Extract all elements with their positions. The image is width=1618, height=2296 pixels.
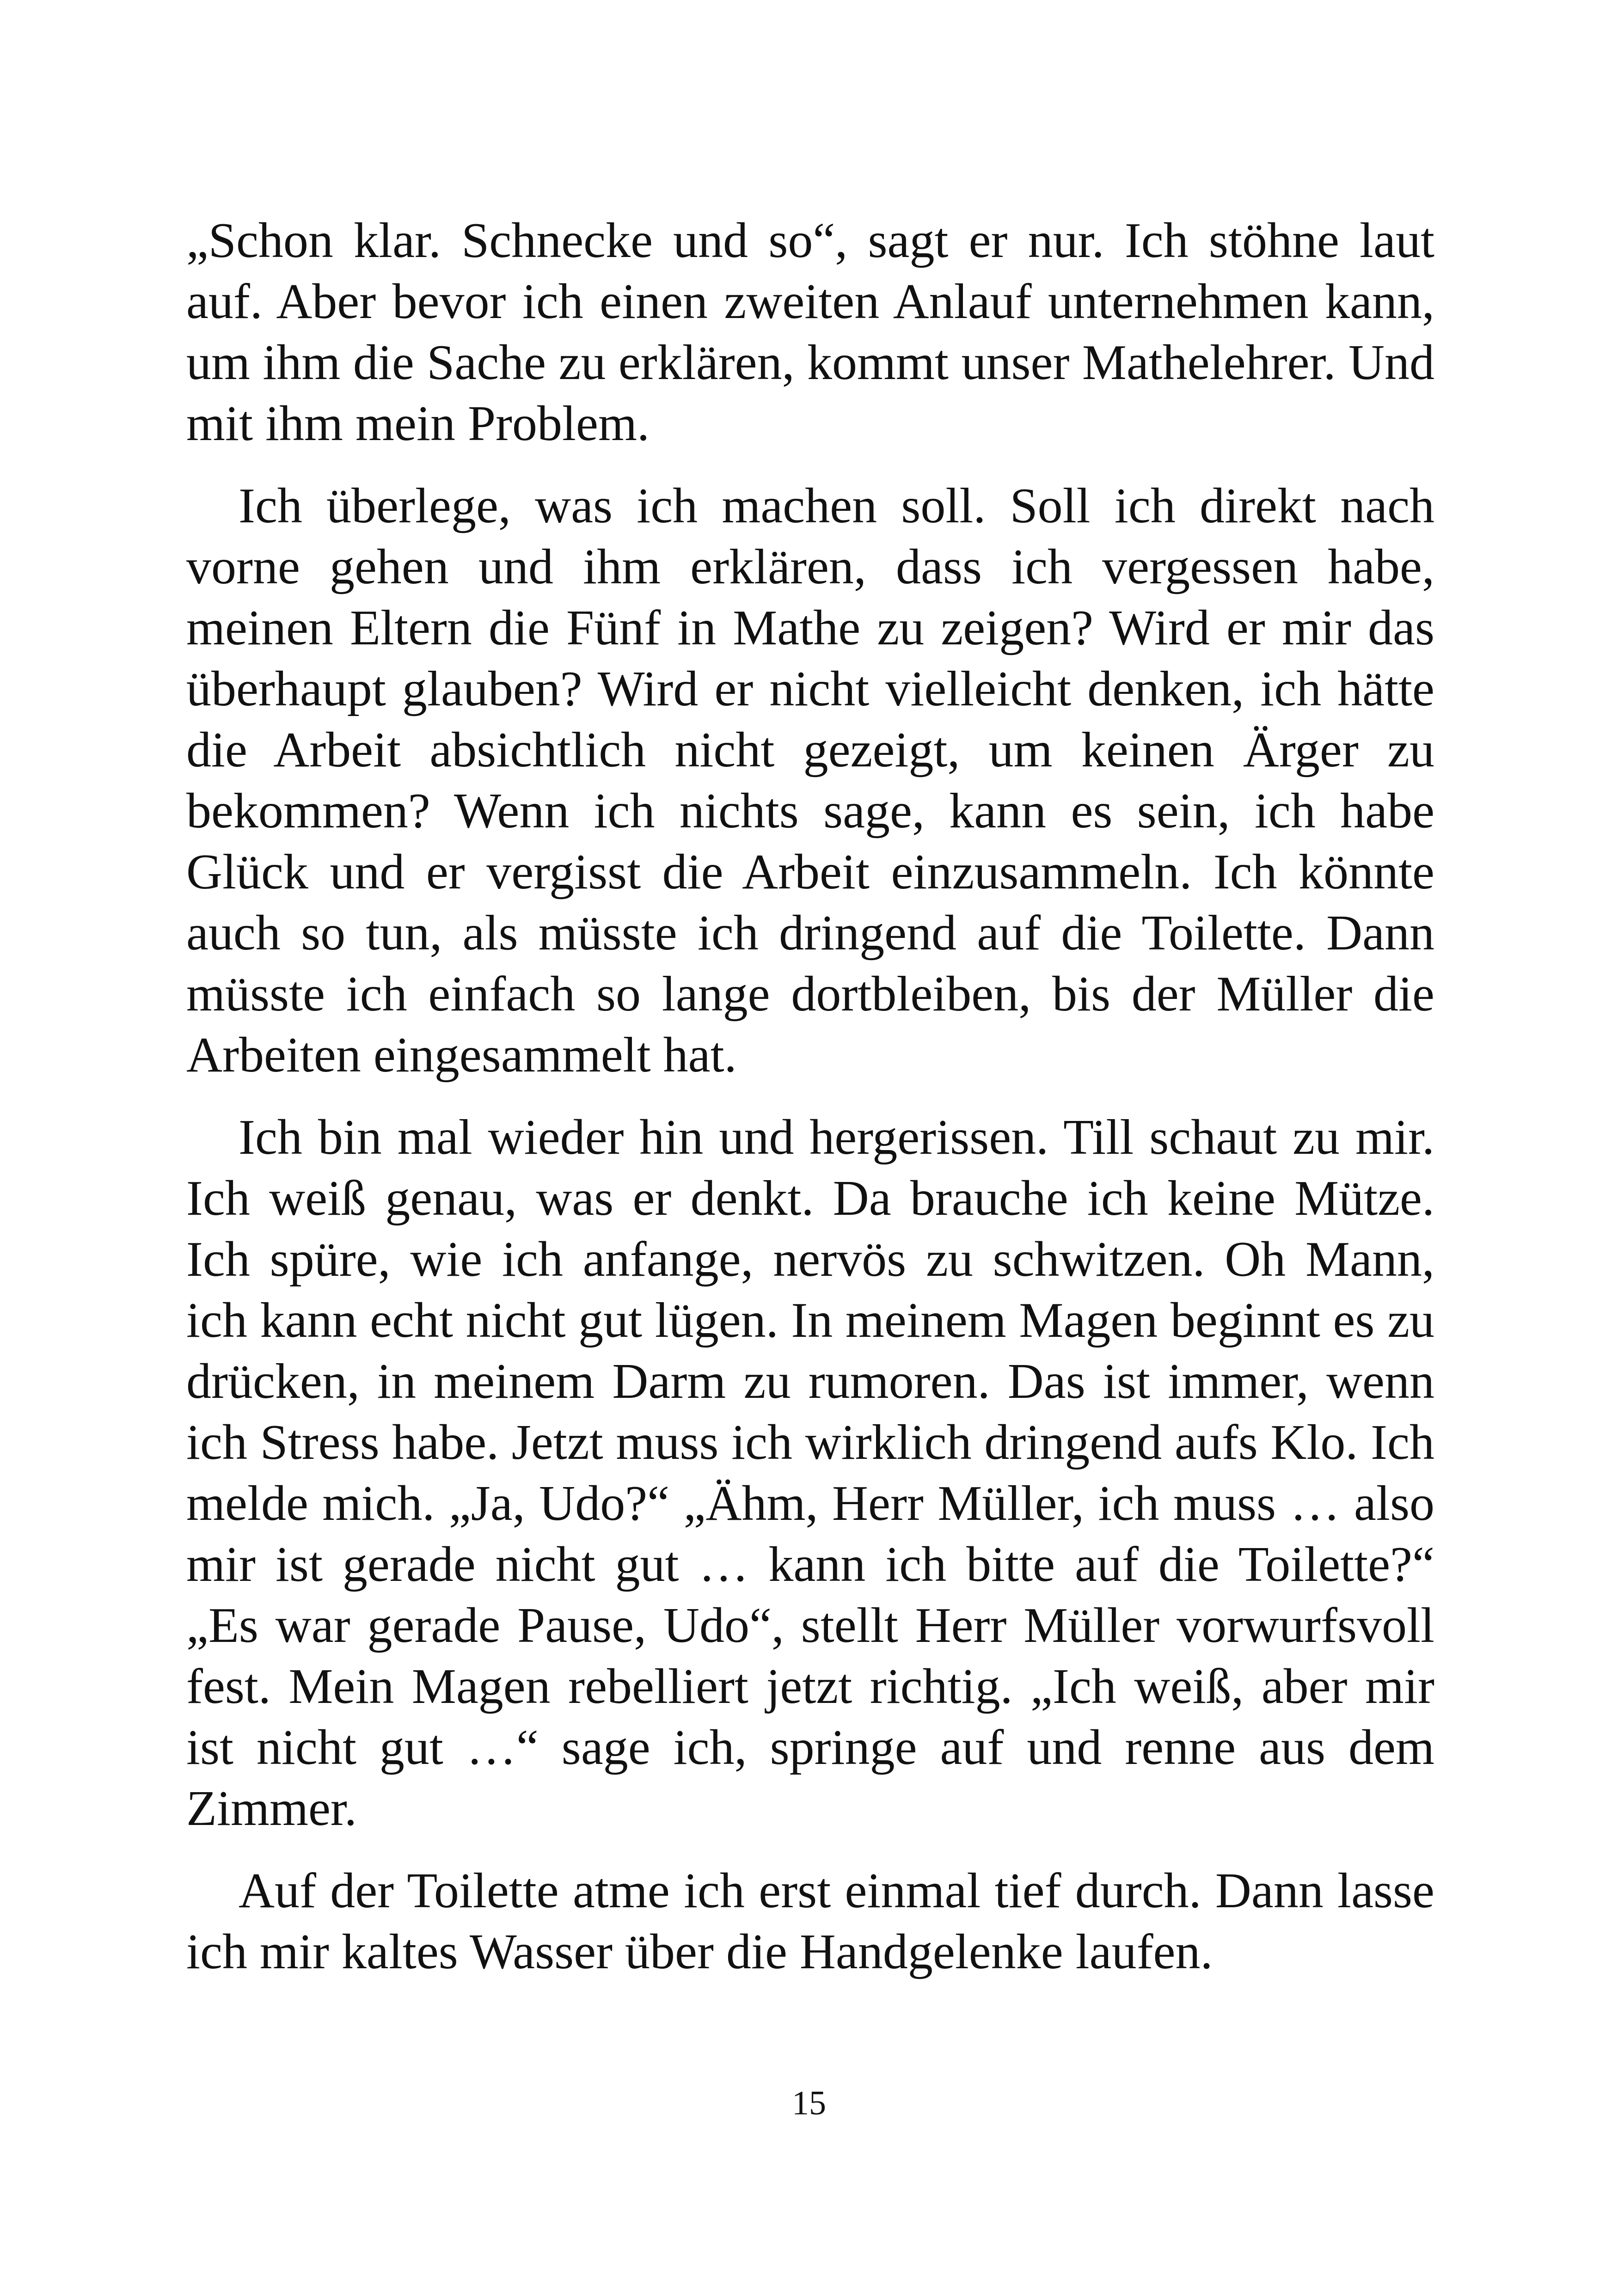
page-number: 15 bbox=[792, 2084, 826, 2122]
paragraph-3: Ich bin mal wieder hin und hergerissen. Till schaut zu mir. Ich weiß genau, was er denkt. Da brauche ich keine Mütze. Ich spüre, wie ich anfange, nervös zu schwitzen. Oh Mann, ich kann echt nicht gut lügen. In meinem Magen beginnt es zu drücken, in meinem Darm zu rumoren. Das ist immer, wenn ich Stress habe. Jetzt muss ich wirklich dringend aufs Klo. Ich melde mich. „Ja, Udo?“ „Ähm, Herr Müller, ich muss … also mir ist gerade nicht gut … kann ich bitte auf die Toilette?“ „Es war gerade Pause, Udo“, stellt Herr Müller vorwurfsvoll fest. Mein Magen rebelliert jetzt richtig. „Ich weiß, aber mir ist nicht gut …“ sage ich, springe auf und renne aus dem Zimmer. bbox=[186, 1110, 1434, 1836]
paragraph-1: „Schon klar. Schnecke und so“, sagt er nur. Ich stöhne laut auf. Aber bevor ich einen zweiten Anlauf unternehmen kann, um ihm die Sache zu erklären, kommt unser Mathelehrer. Und mit ihm mein Problem. bbox=[186, 213, 1434, 451]
paragraph-4: Auf der Toilette atme ich erst einmal tief durch. Dann lasse ich mir kaltes Wasser über die Handgelenke laufen. bbox=[186, 1863, 1434, 1979]
page-body bbox=[186, 210, 1434, 1983]
paragraph-2: Ich überlege, was ich machen soll. Soll ich direkt nach vorne gehen und ihm erklären, dass ich vergessen habe, meinen Eltern die Fünf in Mathe zu zeigen? Wird er mir das überhaupt glauben? Wird er nicht vielleicht denken, ich hätte die Arbeit absichtlich nicht gezeigt, um keinen Ärger zu bekommen? Wenn ich nichts sage, kann es sein, ich habe Glück und er vergisst die Arbeit einzusammeln. Ich könnte auch so tun, als müsste ich dringend auf die Toilette. Dann müsste ich einfach so lange dortbleiben, bis der Müller die Arbeiten eingesammelt hat. bbox=[186, 478, 1434, 1083]
